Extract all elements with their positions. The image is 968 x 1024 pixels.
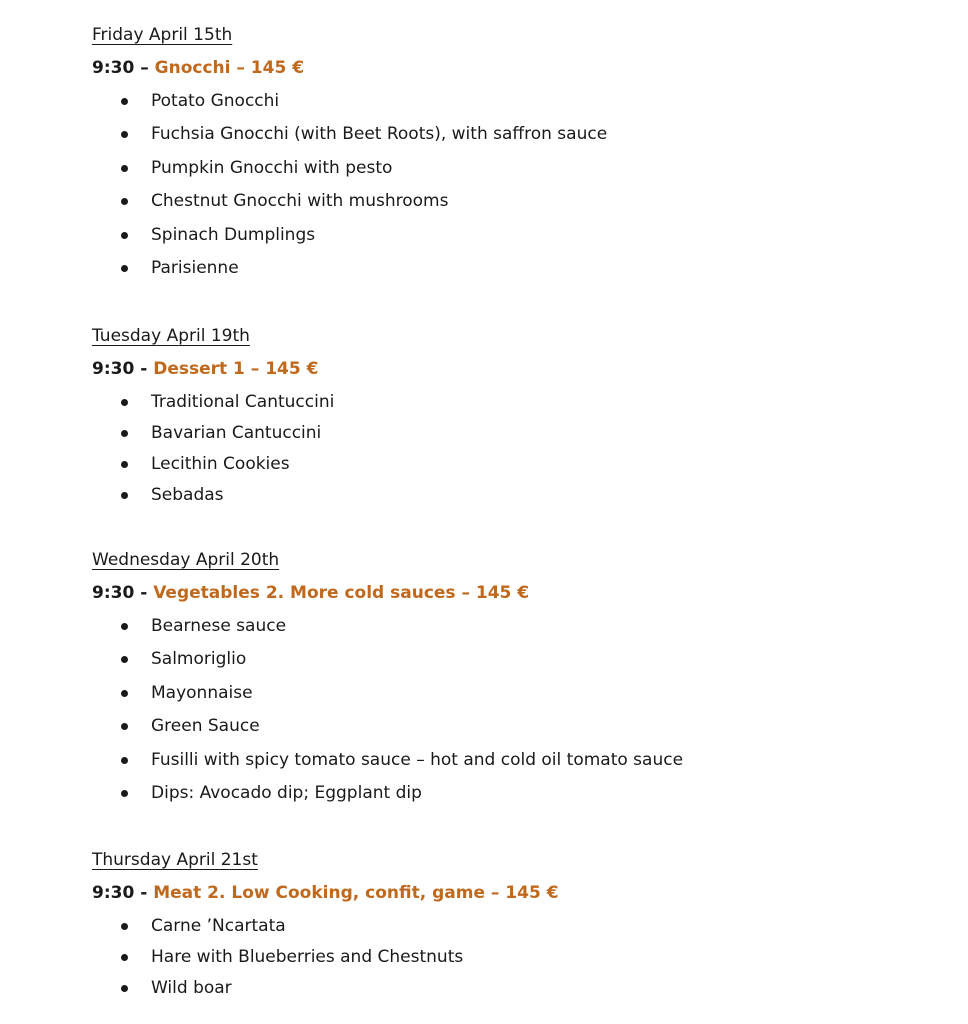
list-item: Green Sauce <box>92 715 952 737</box>
session-date: Friday April 15th <box>92 25 233 45</box>
menu-item-list <box>92 915 952 999</box>
menu-item-list <box>92 90 952 279</box>
session-headline <box>92 882 952 904</box>
list-item: Sebadas <box>92 484 952 506</box>
session-date: Wednesday April 20th <box>92 550 280 570</box>
course-title: Vegetables 2. More cold sauces – 145 € <box>153 583 530 603</box>
list-item: Spinach Dumplings <box>92 224 952 246</box>
session-headline <box>92 57 952 79</box>
session-tuesday <box>92 325 952 515</box>
session-separator: - <box>140 583 148 603</box>
list-item: Chestnut Gnocchi with mushrooms <box>92 190 952 212</box>
list-item: Dips: Avocado dip; Eggplant dip <box>92 782 952 804</box>
list-item: Wild boar <box>92 977 952 999</box>
list-item: Lecithin Cookies <box>92 453 952 475</box>
list-item: Traditional Cantuccini <box>92 391 952 413</box>
session-headline <box>92 582 952 604</box>
session-date: Tuesday April 19th <box>92 326 250 346</box>
session-friday <box>92 24 952 290</box>
menu-item-list <box>92 615 952 804</box>
menu-item-list <box>92 391 952 506</box>
list-item: Hare with Blueberries and Chestnuts <box>92 946 952 968</box>
list-item: Parisienne <box>92 257 952 279</box>
session-time: 9:30 <box>92 58 135 78</box>
session-headline <box>92 358 952 380</box>
list-item: Pumpkin Gnocchi with pesto <box>92 157 952 179</box>
list-item: Fusilli with spicy tomato sauce – hot and cold oil tomato sauce <box>92 749 952 771</box>
list-item: Carne ’Ncartata <box>92 915 952 937</box>
course-title: Dessert 1 – 145 € <box>153 359 319 379</box>
course-title: Gnocchi – 145 € <box>154 58 305 78</box>
list-item: Mayonnaise <box>92 682 952 704</box>
session-separator: - <box>140 883 148 903</box>
session-time: 9:30 <box>92 883 135 903</box>
list-item: Bavarian Cantuccini <box>92 422 952 444</box>
session-separator: - <box>140 359 148 379</box>
session-wednesday <box>92 549 952 815</box>
list-item: Potato Gnocchi <box>92 90 952 112</box>
session-thursday <box>92 849 952 1008</box>
list-item: Fuchsia Gnocchi (with Beet Roots), with saffron sauce <box>92 123 952 145</box>
session-separator: – <box>140 58 149 78</box>
list-item: Salmoriglio <box>92 648 952 670</box>
session-date: Thursday April 21st <box>92 850 258 870</box>
list-item: Bearnese sauce <box>92 615 952 637</box>
session-time: 9:30 <box>92 583 135 603</box>
course-title: Meat 2. Low Cooking, confit, game – 145 € <box>153 883 559 903</box>
session-time: 9:30 <box>92 359 135 379</box>
